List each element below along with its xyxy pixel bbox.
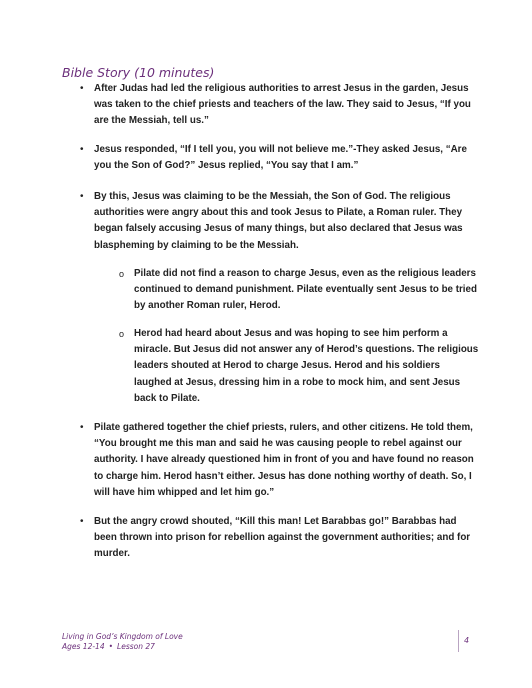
bullet-marker: • [80,144,84,155]
bullet-text: Jesus responded, “If I tell you, you will not believe me.”-They asked Jesus, “Are you the Son of God?” Jesus replied, “You say that I am.” [94,144,467,172]
page-footer [62,632,183,652]
sub-bullet-item [119,266,480,315]
page-number: 4 [464,636,470,645]
lesson-number: Lesson 27 [117,642,155,651]
section-heading: Bible Story (10 minutes) [62,65,215,80]
bullet-marker: • [80,83,84,94]
bullet-item [80,420,474,501]
age-range: Ages 12-14 [62,642,105,651]
curriculum-title: Living in God’s Kingdom of Love [62,632,183,641]
bullet-item [80,81,474,130]
bullet-item [80,142,474,174]
lesson-info [62,642,183,652]
sub-bullet-item [119,326,480,407]
separator-dot: • [108,642,114,651]
bullet-marker: • [80,422,84,433]
bullet-text: After Judas had led the religious authorities to arrest Jesus in the garden, Jesus was taken to the chief priests and teachers of the law. They said to Jesus, “If you are the Messiah, tell us.” [94,83,471,127]
bullet-text: Pilate gathered together the chief priests, rulers, and other citizens. He told them, “You brought me this man and said he was causing people to rebel against our authority. I have already questioned him in front of you and have found no reason to charge him. Herod hasn’t either. Jesus has done nothing worthy of death. So, I will have him whipped and let him go.” [94,422,474,498]
sub-bullet-text: Pilate did not find a reason to charge Jesus, even as the religious leaders continued to demand punishment. Pilate eventually sent Jesus to be tried by another Roman ruler, Herod. [134,268,477,312]
footer-divider [458,630,459,652]
sub-bullet-text: Herod had heard about Jesus and was hoping to see him perform a miracle. But Jesus did not answer any of Herod’s questions. The religious leaders shouted at Herod to charge Jesus. Herod and his soldiers laughed at Jesus, dressing him in a robe to mock him, and sent Jesus back to Pilate. [134,328,479,404]
bullet-item [80,189,474,254]
bullet-item [80,514,474,563]
sub-bullet-marker: o [119,329,125,339]
bullet-text: By this, Jesus was claiming to be the Messiah, the Son of God. The religious authorities were angry about this and took Jesus to Pilate, a Roman ruler. They began falsely accusing Jesus of many things, but also declared that Jesus was blaspheming by claiming to be the Messiah. [94,191,463,251]
bullet-text: But the angry crowd shouted, “Kill this man! Let Barabbas go!” Barabbas had been thrown into prison for rebellion against the government authorities; and for murder. [94,516,471,560]
sub-bullet-marker: o [119,269,125,279]
bullet-marker: • [80,516,84,527]
bullet-marker: • [80,191,84,202]
